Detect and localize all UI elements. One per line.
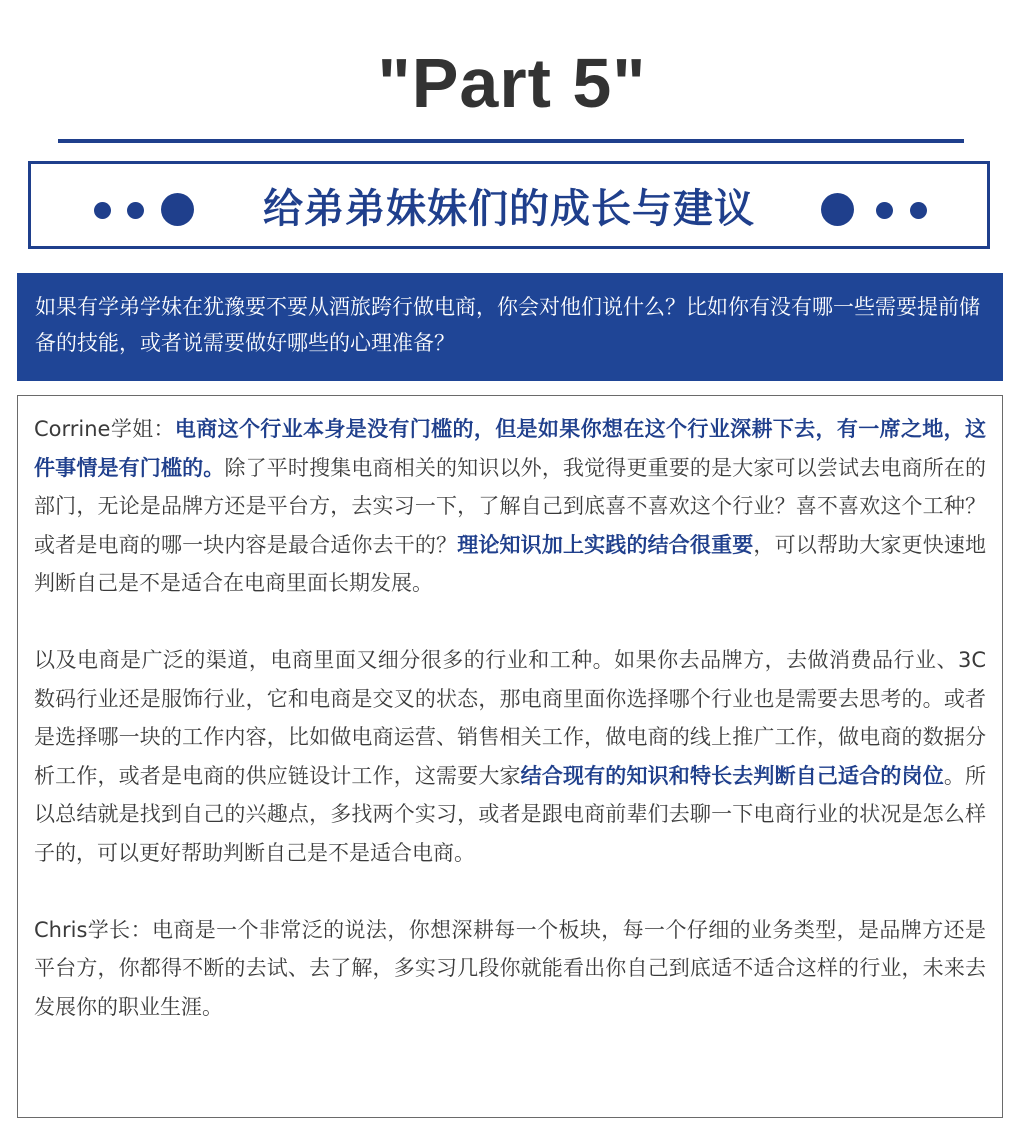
section-title: 给弟弟妹妹们的成长与建议 [263, 184, 755, 232]
answer-text: ，可以帮助大家更快速地判断自己是不是适合在电商里面长期发展。 [34, 532, 987, 595]
title-divider [58, 139, 964, 143]
dot-small-icon [876, 202, 893, 219]
part-title: "Part 5" [377, 44, 647, 122]
highlight-text: 结合现有的知识和特长去判断自己适合的岗位 [520, 763, 944, 788]
answer-text: 除了平时搜集电商相关的知识以外，我觉得更重要的是大家可以尝试去电商所在的部门，无论是品牌方还是平台方，去实习一下，了解自己到底喜不喜欢这个行业？喜不喜欢这个工种？或者是电商的哪一块内容是最合适你去干的？ [34, 455, 987, 557]
question-text: 如果有学弟学妹在犹豫要不要从酒旅跨行做电商，你会对他们说什么？比如你有没有哪一些需要提前储备的技能，或者说需要做好哪些的心理准备？ [35, 295, 980, 355]
speaker-label: Chris学长： [34, 917, 152, 942]
answer-text: 电商是一个非常泛的说法，你想深耕每一个板块，每一个仔细的业务类型，是品牌方还是平台方，你都得不断的去试、去了解，多实习几段你就能看出你自己到底适不适合这样的行业，未来去发展你的职业生涯。 [34, 917, 986, 1019]
dot-large-icon [821, 193, 854, 226]
dot-small-icon [910, 202, 927, 219]
highlight-text: 电商这个行业本身是没有门槛的，但是如果你想在这个行业深耕下去，有一席之地，这件事情是有门槛的。 [34, 417, 986, 480]
highlight-text: 理论知识加上实践的结合很重要 [457, 532, 754, 557]
speaker-label: Corrine学姐： [34, 417, 175, 441]
answer-corrine-paragraph-1 [34, 410, 986, 603]
answer-chris-paragraph [34, 911, 986, 1027]
paragraph-gap [34, 603, 986, 642]
paragraph-gap [34, 872, 986, 911]
question-box [17, 273, 1003, 381]
section-banner [28, 161, 990, 249]
answer-box [17, 395, 1003, 1118]
answer-corrine-paragraph-2 [34, 641, 986, 872]
answer-text: 以及电商是广泛的渠道，电商里面又细分很多的行业和工种。如果你去品牌方，去做消费品行业、3C数码行业还是服饰行业，它和电商是交叉的状态，那电商里面你选择哪个行业也是需要去思考的。或者是选择哪一块的工作内容，比如做电商运营、销售相关工作，做电商的线上推广工作，做电商的数据分析工作，或者是电商的供应链设计工作，这需要大家 [34, 648, 986, 788]
answer-text: 。所以总结就是找到自己的兴趣点，多找两个实习，或者是跟电商前辈们去聊一下电商行业的状况是怎么样子的，可以更好帮助判断自己是不是适合电商。 [34, 763, 987, 865]
